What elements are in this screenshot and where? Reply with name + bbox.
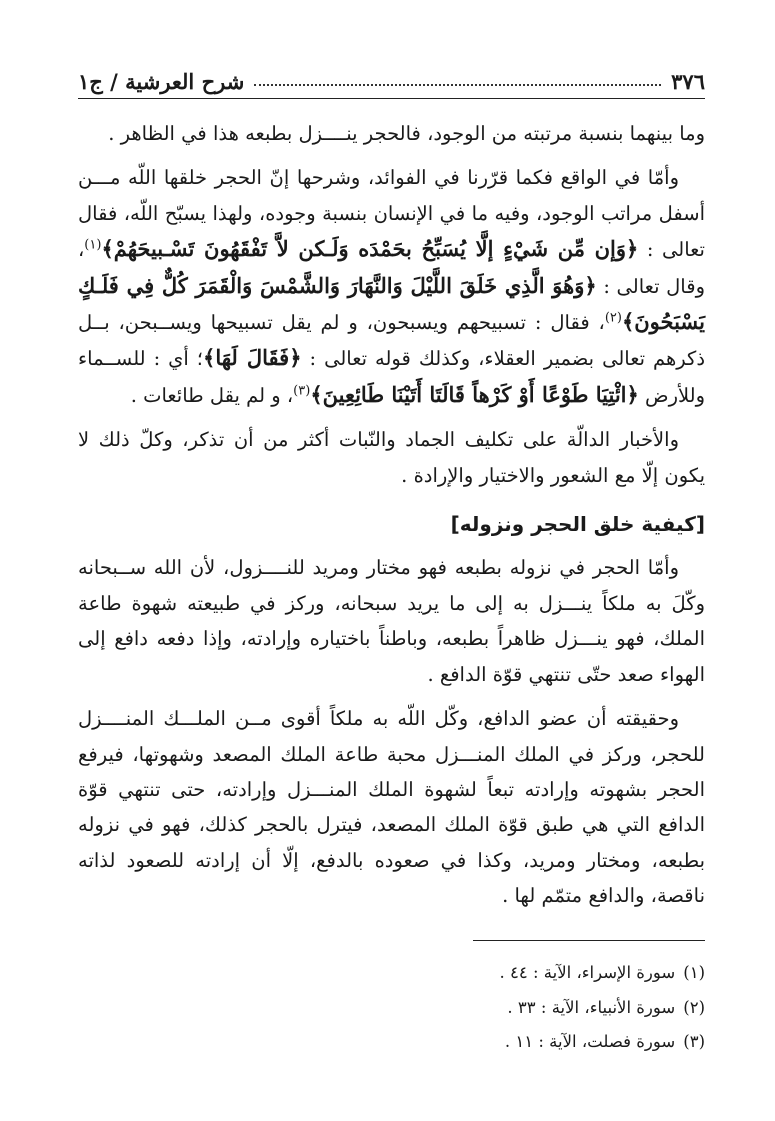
paragraph-2-intro: وأمّا في الواقع فكما قرّرنا في الفوائد، وشرحها إنّ الحجر خلقها اللّه مـــن أسفل مراتب الوجود، وفيه ما في الإنسان بنسبة وجوده، ولهذا يسبّح اللّه، فقال تعالى :	[78, 166, 705, 262]
footnote-3	[78, 1025, 705, 1060]
footnote-divider	[473, 940, 705, 941]
paragraph-1: وما بينهما بنسبة مرتبته من الوجود، فالحجر ينــــزل بطبعه هذا في الظاهر .	[108, 122, 705, 145]
paragraph-4: وأمّا الحجر في نزوله بطبعه فهو مختار ومريد للنــــزول، لأن الله ســبحانه وكّلَ به ملكاً ينـــزل به إلى ما يريد سبحانه، وركز في طبيعته شهوة طاعة الملك، فهو ينـــزل ظاهراً بطبعه، وباطناً باختياره وإرادته، وإذا دفعه دافع إلى الهواء صعد حتّى تنتهي قوّة الدافع .	[78, 556, 705, 686]
footnote-text: سورة الإسراء، الآية : ٤٤ .	[499, 963, 676, 982]
footnote-ref-2: (٢)	[604, 310, 622, 326]
page-number: ٣٧٦	[671, 69, 705, 94]
section-heading: [كيفية خلق الحجر ونزوله]	[450, 512, 705, 537]
header-dot-leader	[254, 84, 661, 86]
quran-verse-2: ﴿وَهُوَ الَّذِي خَلَقَ اللَّيْلَ وَالنَّهَارَ وَالشَّمْسَ وَالْقَمَرَ كُلٌّ فِي فَلَـكٍ يَسْبَحُونَ﴾	[78, 272, 705, 335]
paragraph-2	[78, 160, 705, 413]
paragraph-2-mid-3: ؛ أي : للســماء وللأرض	[78, 347, 705, 407]
paragraph-5: وحقيقته أن عضو الدافع، وكّل اللّه به ملكاً أقوى مــن الملـــك المنــــزل للحجر، وركز في الملك المنـــزل محبة طاعة الملك المصعد وشهوتها، فيرفع الحجر بشهوته وإرادته تبعاً لشهوة الملك المنـــزل وإرادته، حتى تنتهي قوّة الدافع التي هي طبق قوّة الملك المصعد، فيترل بالحجر كذلك، فهو في نزوله بطبعه، ومختار ومريد، وكذا في صعوده بالدفع، إلّا أن إرادته للصعود لذاته ناقصة، والدافع متمّم لها .	[78, 707, 705, 908]
paragraph-2-end: ، و لم يقل طائعات .	[130, 383, 294, 407]
footnote-ref-3: (٣)	[293, 383, 311, 399]
footnote-text: سورة الأنبياء، الآية : ٣٣ .	[507, 997, 676, 1017]
paragraph-2-mid-2: ، فقال : تسبيحهم ويسبحون، و لم يقل تسبيحها ويســبحن، بــل ذكرهم تعالى بضمير العقلاء، وكذلك قوله تعالى :	[78, 311, 706, 371]
quran-verse-1: ﴿وَإن مِّن شَيْءٍ إلَّا يُسَبِّحُ بحَمْدَه وَلَـكن لاَّ تَفْقَهُونَ تَسْـبيحَهُمْ﴾	[101, 236, 639, 262]
book-title: شرح العرشية / ج١	[78, 69, 245, 94]
paragraph-2-mid-1: ، وقال تعالى :	[78, 238, 705, 298]
header-divider	[78, 98, 705, 99]
footnote-ref-1: (١)	[84, 237, 102, 253]
footnote-2	[78, 991, 705, 1026]
main-text	[78, 116, 705, 923]
quran-verse-3: ﴿فَقَالَ لَهَا﴾	[203, 345, 302, 371]
quran-verse-4: ﴿ائْتِيَا طَوْعًا أَوْ كَرْهاً قَالَتَا أَتَيْنَا طَائِعِينَ﴾	[310, 381, 639, 407]
paragraph-3: والأخبار الدالّة على تكليف الجماد والنّبات أكثر من أن تذكر، وكلّ ذلك لا يكون إلّا مع الشعور والاختيار والإرادة .	[78, 428, 705, 487]
footnote-number: (٢)	[683, 997, 705, 1017]
footnote-number: (١)	[683, 963, 705, 982]
running-header	[78, 58, 705, 94]
footnote-number: (٣)	[683, 1032, 705, 1051]
footnote-1	[78, 956, 705, 991]
footnotes	[78, 956, 705, 1060]
footnote-text: سورة فصلت، الآية : ١١ .	[504, 1032, 676, 1051]
